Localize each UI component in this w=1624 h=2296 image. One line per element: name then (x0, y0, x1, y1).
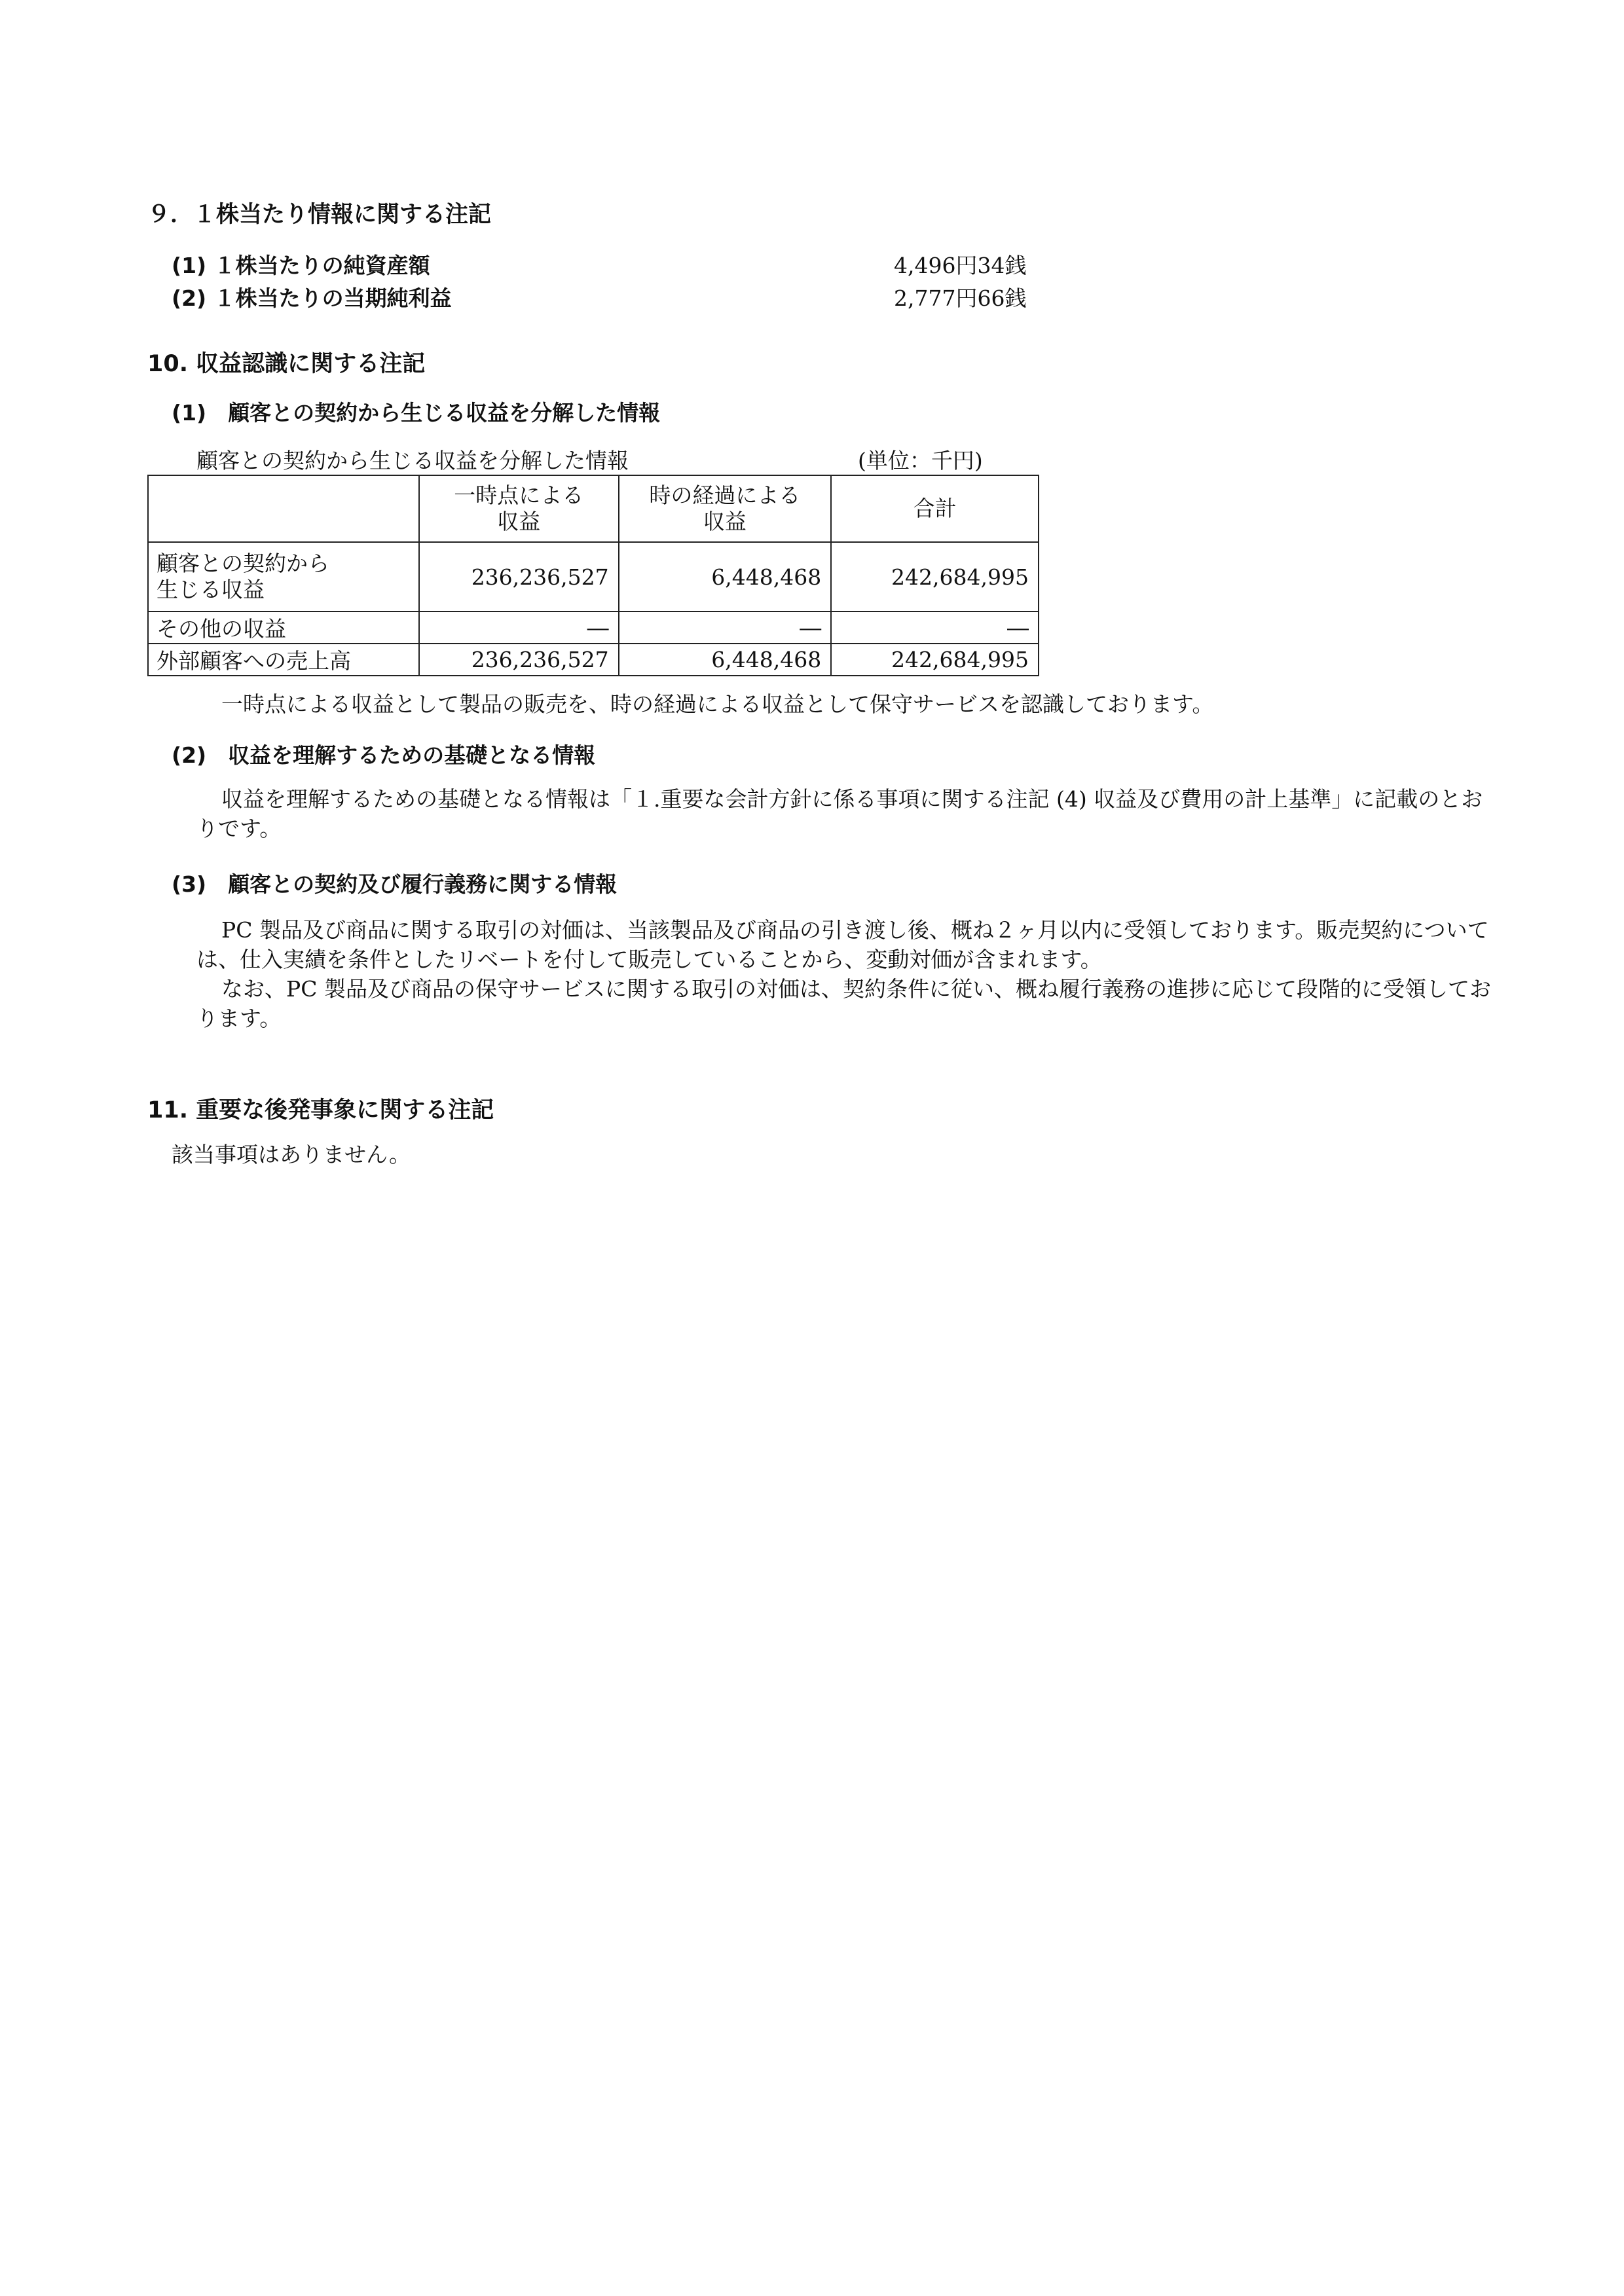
header-cell-over-time: 時の経過による 収益 (619, 475, 832, 542)
table-row (148, 542, 1039, 611)
header-cell-empty (148, 475, 419, 542)
section-10-3-para2: なお、PC 製品及び商品の保守サービスに関する取引の対価は、契約条件に従い、概ね履行義務の進捗に応じて段階的に受領しております。 (196, 976, 1491, 1031)
header-cell-point-in-time: 一時点による 収益 (419, 475, 619, 542)
cell-total: ― (831, 611, 1039, 644)
cell-point-in-time: ― (419, 611, 619, 644)
row-label: 顧客との契約から 生じる収益 (148, 542, 419, 611)
table-unit: (単位：千円) (858, 448, 983, 473)
section-10-1-heading: (1) 顧客との契約から生じる収益を分解した情報 (172, 400, 661, 426)
table-row (148, 644, 1039, 676)
table-note: 一時点による収益として製品の販売を、時の経過による収益として保守サービスを認識しております。 (221, 691, 1214, 717)
table-row (148, 611, 1039, 644)
section-10-3-heading: (3) 顧客との契約及び履行義務に関する情報 (172, 871, 618, 897)
net-income-per-share-value: 2,777円66銭 (894, 285, 1027, 311)
net-assets-per-share-label: (1) １株当たりの純資産額 (172, 253, 430, 278)
cell-total: 242,684,995 (831, 644, 1039, 676)
cell-total: 242,684,995 (831, 542, 1039, 611)
section-10-2-heading: (2) 収益を理解するための基礎となる情報 (172, 742, 596, 768)
row-label: 外部顧客への売上高 (148, 644, 419, 676)
section-10-heading: 10. 収益認識に関する注記 (147, 351, 426, 377)
cell-over-time: 6,448,468 (619, 644, 832, 676)
section-11-text: 該当事項はありません。 (172, 1142, 411, 1167)
cell-point-in-time: 236,236,527 (419, 644, 619, 676)
table-header-row (148, 475, 1039, 542)
cell-over-time: 6,448,468 (619, 542, 832, 611)
section-11-heading: 11. 重要な後発事象に関する注記 (147, 1097, 494, 1123)
section-10-2-text: 収益を理解するための基礎となる情報は「１.重要な会計方針に係る事項に関する注記 (4) 収益及び費用の計上基準」に記載のとおりです。 (196, 786, 1483, 841)
section-9-heading: ９．１株当たり情報に関する注記 (147, 202, 492, 228)
header-cell-total: 合計 (831, 475, 1039, 542)
net-assets-per-share-value: 4,496円34銭 (894, 253, 1027, 278)
table-caption: 顧客との契約から生じる収益を分解した情報 (196, 448, 629, 473)
cell-over-time: ― (619, 611, 832, 644)
section-10-3-para1: PC 製品及び商品に関する取引の対価は、当該製品及び商品の引き渡し後、概ね２ヶ月以内に受領しております。販売契約については、仕入実績を条件としたリベートを付して販売していることから、変動対価が含まれます。 (196, 917, 1489, 972)
row-label: その他の収益 (148, 611, 419, 644)
revenue-breakdown-table (147, 475, 1039, 676)
net-income-per-share-label: (2) １株当たりの当期純利益 (172, 285, 452, 311)
cell-point-in-time: 236,236,527 (419, 542, 619, 611)
